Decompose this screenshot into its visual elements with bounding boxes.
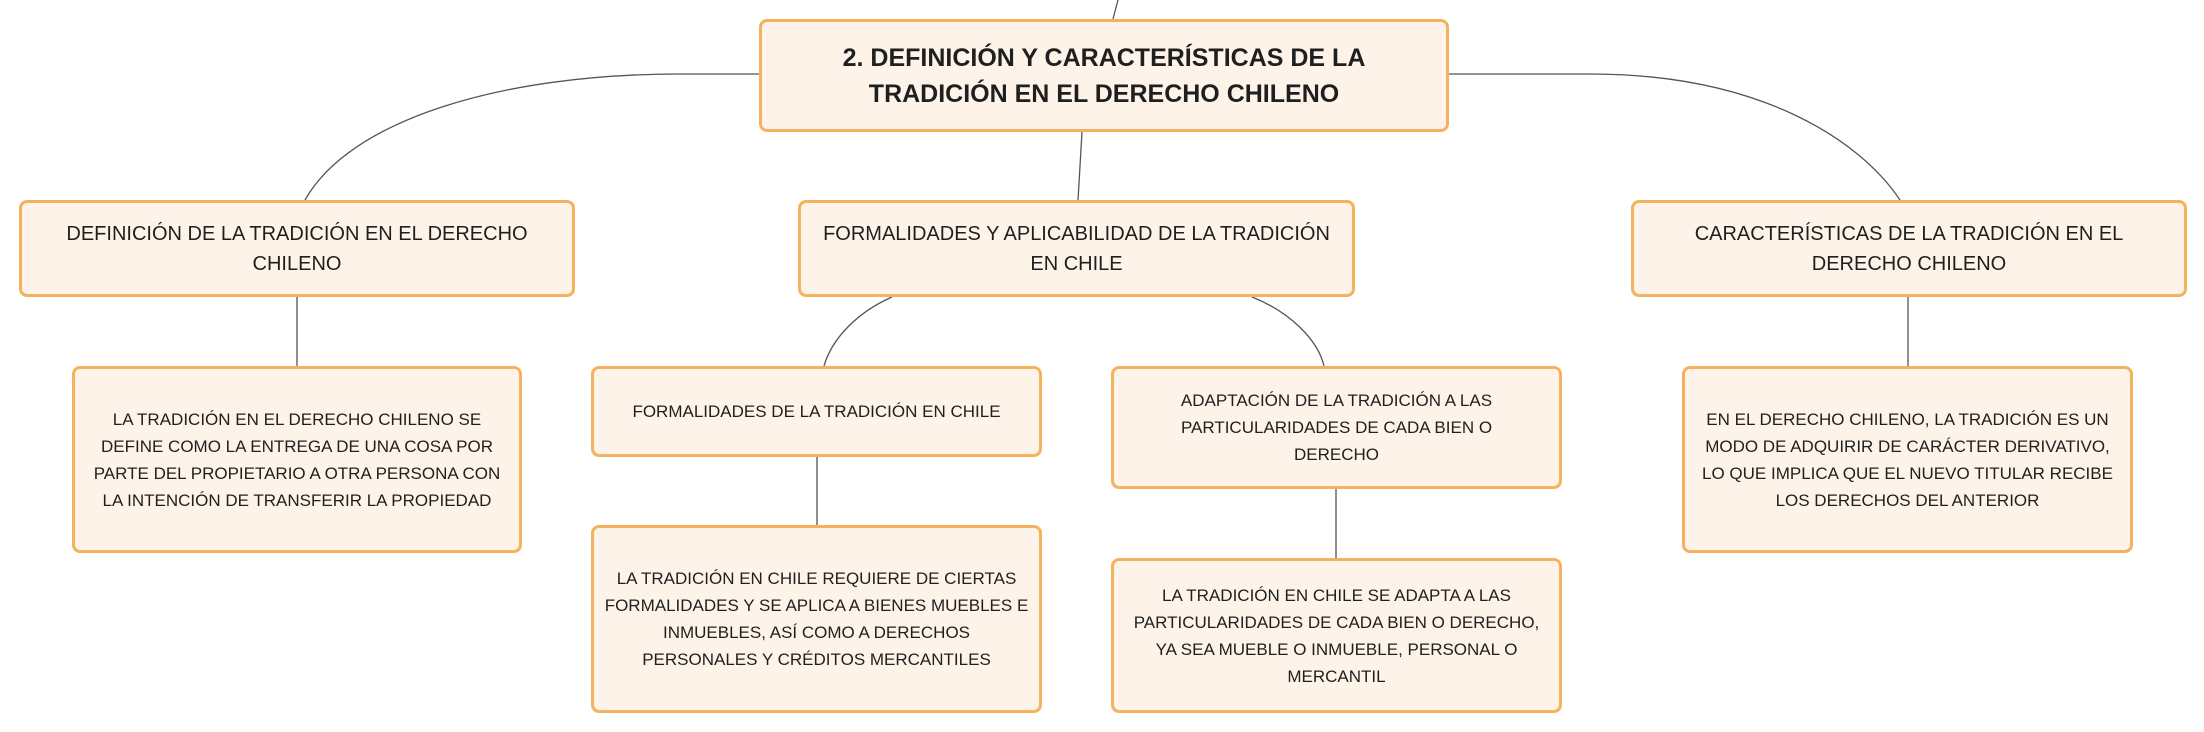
definicion-detail-node[interactable]: [72, 366, 522, 553]
sub-formalidades-detail-node[interactable]: [591, 525, 1042, 713]
branch-caracteristicas-title: CARACTERÍSTICAS DE LA TRADICIÓN EN EL DERECHO CHILENO: [1694, 222, 2124, 275]
caracteristicas-detail-node[interactable]: [1682, 366, 2133, 553]
branch-caracteristicas-node[interactable]: [1631, 200, 2187, 297]
branch-definicion-title: DEFINICIÓN DE LA TRADICIÓN EN EL DERECHO CHILENO: [66, 222, 528, 275]
sub-adaptacion-title: ADAPTACIÓN DE LA TRADICIÓN A LAS PARTICULARIDADES DE CADA BIEN O DERECHO: [1180, 391, 1493, 464]
root-title: 2. DEFINICIÓN Y CARACTERÍSTICAS DE LA TRADICIÓN EN EL DERECHO CHILENO: [842, 43, 1366, 108]
sub-formalidades-detail-text: LA TRADICIÓN EN CHILE REQUIERE DE CIERTAS FORMALIDADES Y SE APLICA A BIENES MUEBLES E INMUEBLES, ASÍ COMO A DERECHOS PERSONALES Y CRÉDITOS MERCANTILES: [604, 569, 1029, 669]
connector-root-caracteristicas: [1449, 74, 1900, 200]
root-node[interactable]: [759, 19, 1449, 132]
connector-root-formalidades: [1078, 132, 1082, 200]
branch-definicion-node[interactable]: [19, 200, 575, 297]
connector-formalidades-sub1: [824, 297, 892, 366]
sub-adaptacion-detail-node[interactable]: [1111, 558, 1562, 713]
connector-root-parent: [1113, 0, 1118, 19]
sub-formalidades-node[interactable]: [591, 366, 1042, 457]
sub-adaptacion-node[interactable]: [1111, 366, 1562, 489]
caracteristicas-detail-text: EN EL DERECHO CHILENO, LA TRADICIÓN ES UN MODO DE ADQUIRIR DE CARÁCTER DERIVATIVO, LO QUE IMPLICA QUE EL NUEVO TITULAR RECIBE LOS DERECHOS DEL ANTERIOR: [1702, 409, 2113, 510]
connector-root-definicion: [305, 74, 759, 200]
branch-formalidades-node[interactable]: [798, 200, 1355, 297]
definicion-detail-text: LA TRADICIÓN EN EL DERECHO CHILENO SE DEFINE COMO LA ENTREGA DE UNA COSA POR PARTE DEL PROPIETARIO A OTRA PERSONA CON LA INTENCIÓN DE TRANSFERIR LA PROPIEDAD: [93, 409, 501, 510]
branch-formalidades-title: FORMALIDADES Y APLICABILIDAD DE LA TRADICIÓN EN CHILE: [823, 222, 1330, 275]
connector-formalidades-sub2: [1252, 297, 1324, 366]
sub-formalidades-title: FORMALIDADES DE LA TRADICIÓN EN CHILE: [632, 402, 1001, 421]
sub-adaptacion-detail-text: LA TRADICIÓN EN CHILE SE ADAPTA A LAS PARTICULARIDADES DE CADA BIEN O DERECHO, YA SEA MUEBLE O INMUEBLE, PERSONAL O MERCANTIL: [1133, 585, 1540, 686]
